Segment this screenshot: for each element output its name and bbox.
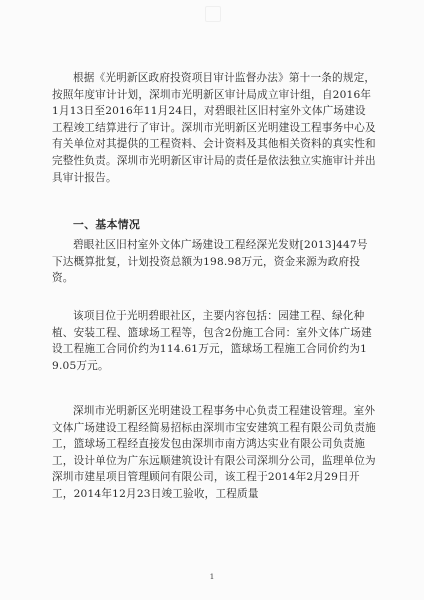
page-number: 1 bbox=[209, 572, 215, 581]
paragraph-scope bbox=[52, 308, 376, 374]
paragraph-approval-text: 碧眼社区旧村室外文体广场建设工程经深光发财[2013]447号下达概算批复，计划投资总额为198.98万元，资金来源为政府投资。 bbox=[52, 239, 368, 285]
paragraph-management-text: 深圳市光明新区光明建设工程事务中心负责工程建设管理。室外文体广场建设工程经简易招标由深圳市宝安建筑工程有限公司负责施工，篮球场工程经直接发包由深圳市南方鸿达实业有限公司负责施工，设计单位为广东远顺建筑设计有限公司深圳分公司，监理单位为深圳市建星项目管理顾问有限公司，该工程于2014年2月29日开工，2014年12月23日竣工验收，工程质量 bbox=[52, 405, 376, 500]
paragraph-intro-text: 根据《光明新区政府投资项目审计监督办法》第十一条的规定，按照年度审计计划，深圳市光明新区审计局成立审计组，自2016年1月13日至2016年11月24日，对碧眼社区旧村室外文体广场建设工程竣工结算进行了审计。深圳市光明新区光明建设工程事务中心及有关单位对其提供的工程资料、会计资料及其他相关资料的真实性和完整性负责。深圳市光明新区审计局的责任是依法独立实施审计并出具审计报告。 bbox=[52, 72, 376, 184]
paragraph-intro bbox=[52, 70, 376, 186]
section-heading: 一、基本情况 bbox=[73, 218, 141, 231]
paragraph-approval bbox=[52, 237, 376, 287]
scan-artifact bbox=[205, 6, 221, 22]
paragraph-scope-text: 该项目位于光明碧眼社区，主要内容包括：园建工程、绿化种植、安装工程、篮球场工程等，包含2份施工合同：室外文体广场建设工程施工合同价约为114.61万元，篮球场工程施工合同价约为19.05万元。 bbox=[52, 310, 372, 372]
paragraph-management bbox=[52, 403, 376, 503]
